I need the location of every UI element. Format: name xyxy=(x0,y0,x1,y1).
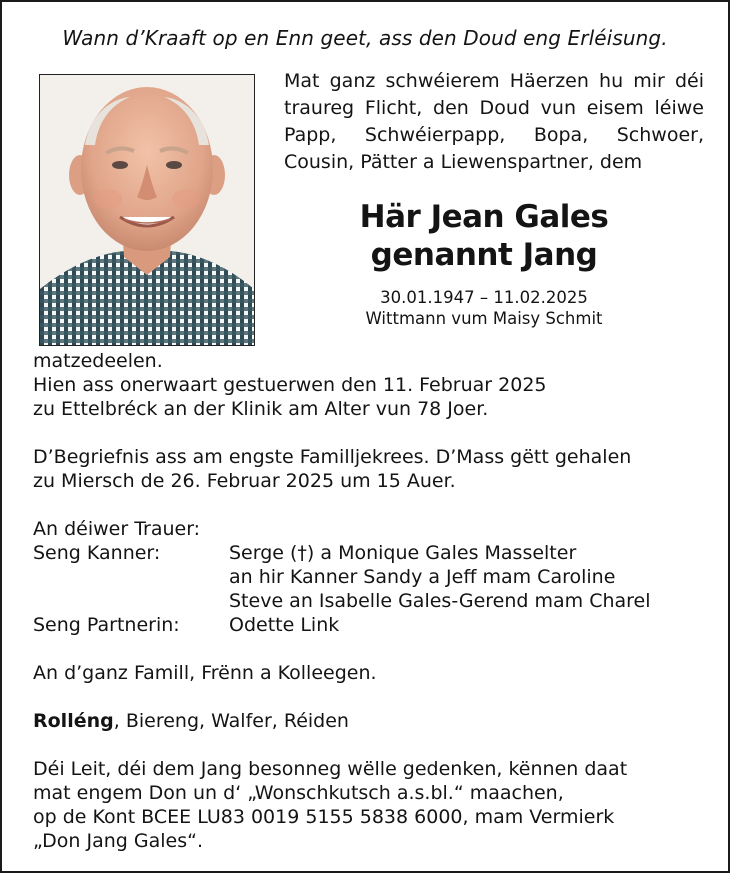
announcement-body xyxy=(33,349,713,853)
donation-line: Déi Leit, déi dem Jang besonneg wëlle gedenken, kënnen daat xyxy=(33,758,628,780)
places-line xyxy=(33,709,713,733)
deceased-name xyxy=(284,198,684,274)
body-line: Hien ass onerwaart gestuerwen den 11. Februar 2025 xyxy=(33,374,547,396)
funeral-info: D’Begriefnis ass am engste Familljekrees. D’Mass gëtt gehalen xyxy=(33,446,632,468)
child-entry: an hir Kanner Sandy a Jeff mam Caroline xyxy=(229,566,616,588)
places-rest: , Biereng, Walfer, Réiden xyxy=(113,710,349,732)
body-line: zu Ettelbréck an der Klinik am Alter vun 78 Joer. xyxy=(33,398,489,420)
birth-death-dates: 30.01.1947 – 11.02.2025 xyxy=(380,288,588,307)
motto-quote: Wann d’Kraaft op en Enn geet, ass den Doud eng Erléisung. xyxy=(62,26,668,50)
donation-line: „Don Jang Gales“. xyxy=(33,830,204,852)
spouse-note: Wittmann vum Maisy Schmit xyxy=(365,309,603,328)
children-label: Seng Kanner: xyxy=(33,542,161,564)
funeral-info: zu Miersch de 26. Februar 2025 um 15 Auer. xyxy=(33,470,456,492)
place-bold: Rolléng xyxy=(33,710,114,732)
name-line-2: genannt Jang xyxy=(370,237,598,273)
intro-line: Mat ganz schwéierem Häerzen hu mir déi xyxy=(284,70,704,92)
child-entry: Steve an Isabelle Gales-Gerend mam Charel xyxy=(229,590,651,612)
portrait-photo xyxy=(39,74,255,346)
body-line: matzedeelen. xyxy=(33,350,163,372)
donation-line: mat engem Don un d‘ „Wonschkutsch a.s.bl.“ maachen, xyxy=(33,782,564,804)
mourning-heading: An déiwer Trauer: xyxy=(33,518,201,540)
child-entry: Serge (†) a Monique Gales Masselter xyxy=(229,542,577,564)
partner-row xyxy=(33,613,713,637)
partner-label: Seng Partnerin: xyxy=(33,614,180,636)
children-row xyxy=(33,541,713,613)
intro-line: traureg Flicht, den Doud vun eisem léiwe xyxy=(284,97,704,119)
life-dates xyxy=(284,287,684,329)
family-line: An d’ganz Famill, Frënn a Kolleegen. xyxy=(33,662,377,684)
donation-line: op de Kont BCEE LU83 0019 5155 5838 6000, mam Vermierk xyxy=(33,806,615,828)
name-line-1: Här Jean Gales xyxy=(359,199,609,235)
intro-line: Cousin, Pätter a Liewenspartner, dem xyxy=(284,151,643,173)
intro-paragraph xyxy=(284,68,704,176)
intro-line: Papp, Schwéierpapp, Bopa, Schwoer, xyxy=(284,124,704,146)
partner-name: Odette Link xyxy=(229,614,340,636)
children-list xyxy=(229,541,713,613)
